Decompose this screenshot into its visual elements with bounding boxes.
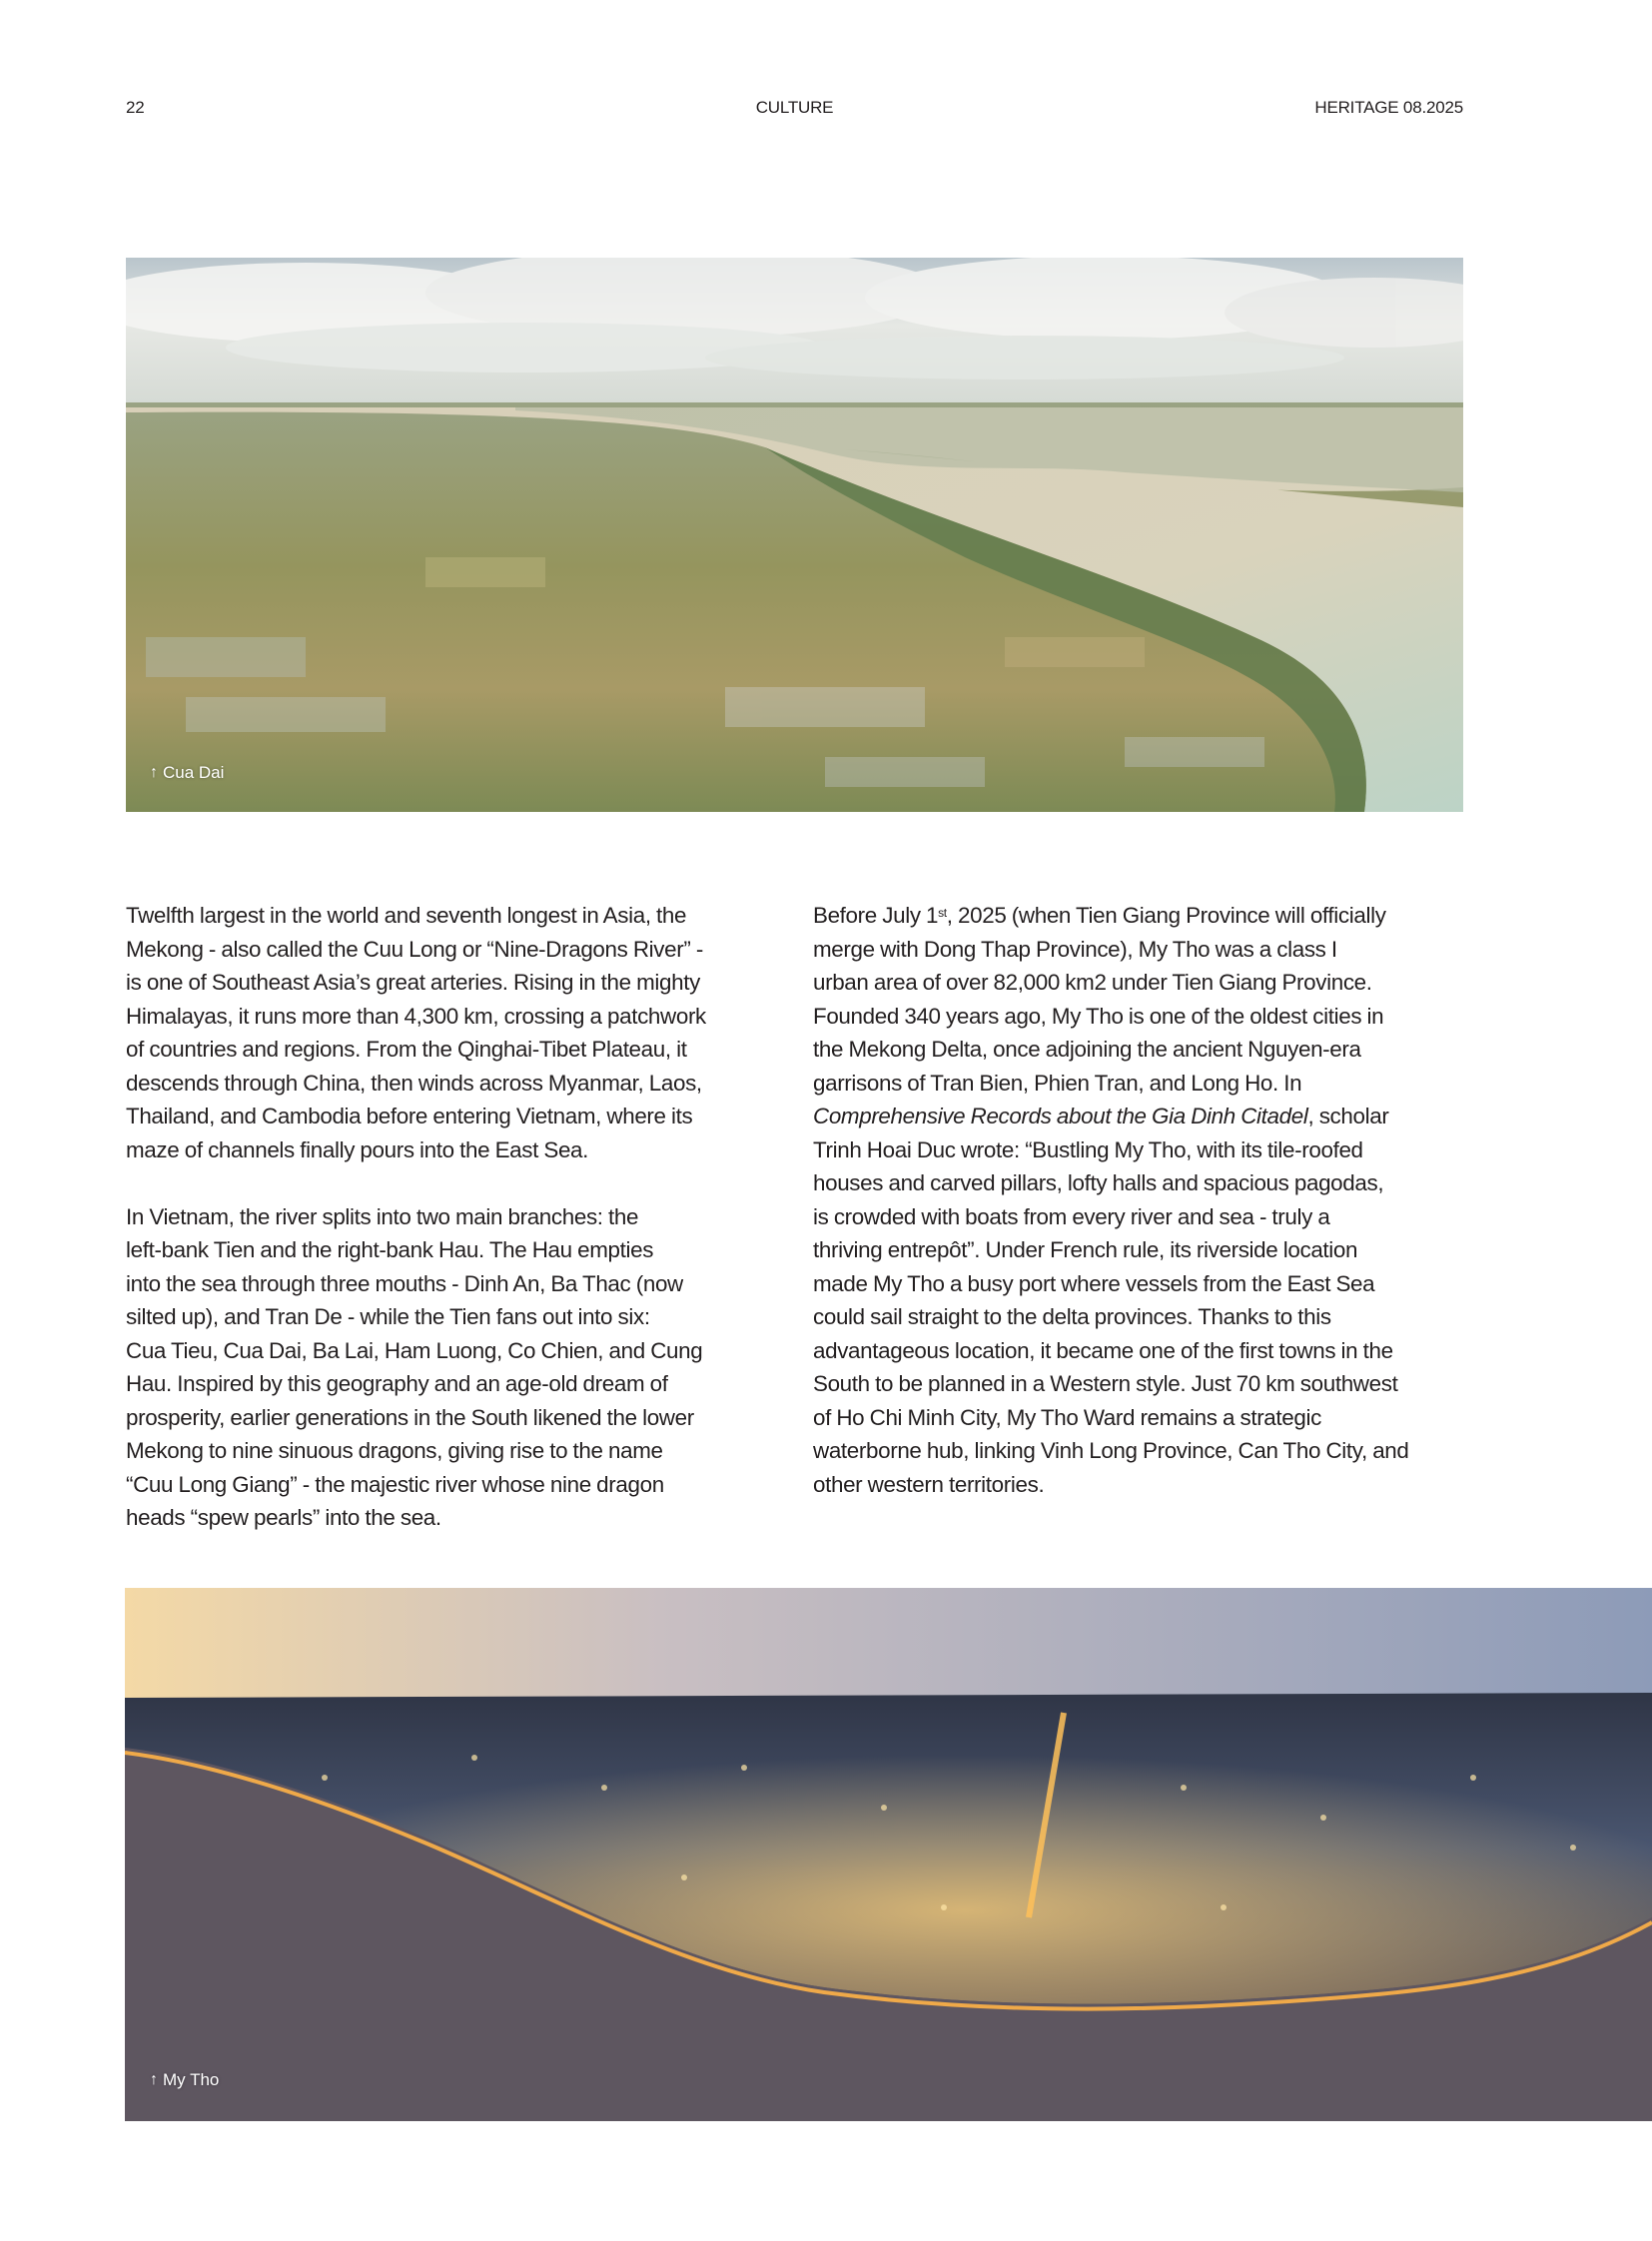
text-line: Hau. Inspired by this geography and an age-old dream of	[126, 1371, 668, 1396]
text-line: of Ho Chi Minh City, My Tho Ward remains a strategic	[813, 1404, 1321, 1430]
paragraph	[813, 899, 1472, 1501]
photo-my-tho	[125, 1588, 1652, 2121]
text-line: prosperity, earlier generations in the South likened the lower	[126, 1404, 694, 1430]
text-line: left-bank Tien and the right-bank Hau. The Hau empties	[126, 1237, 654, 1262]
caption-my-tho	[150, 2070, 219, 2090]
text-line: merge with Dong Thap Province), My Tho was a class I	[813, 936, 1337, 962]
clouds	[126, 258, 1463, 379]
book-title: Comprehensive Records about the Gia Dinh Citadel	[813, 1104, 1308, 1128]
caption-text: My Tho	[163, 2070, 220, 2089]
text-line: Mekong to nine sinuous dragons, giving rise to the name	[126, 1438, 663, 1463]
arrow-up-icon: ↑	[150, 764, 158, 781]
text-line: garrisons of Tran Bien, Phien Tran, and Long Ho. In	[813, 1070, 1302, 1096]
text-line: the Mekong Delta, once adjoining the ancient Nguyen-era	[813, 1037, 1361, 1062]
text-line: waterborne hub, linking Vinh Long Province, Can Tho City, and	[813, 1438, 1409, 1463]
text-line: descends through China, then winds across Myanmar, Laos,	[126, 1070, 702, 1096]
text-line: thriving entrepôt”. Under French rule, its riverside location	[813, 1237, 1358, 1262]
text-line: Founded 340 years ago, My Tho is one of the oldest cities in	[813, 1003, 1384, 1029]
text-line: into the sea through three mouths - Dinh An, Ba Thac (now	[126, 1270, 683, 1296]
text-fragment: , 2025 (when Tien Giang Province will officially	[946, 903, 1386, 928]
text-line: advantageous location, it became one of the first towns in the	[813, 1337, 1393, 1363]
issue-label: HERITAGE 08.2025	[1314, 98, 1463, 117]
text-line: houses and carved pillars, lofty halls and spacious pagodas,	[813, 1170, 1384, 1195]
text-line: maze of channels finally pours into the East Sea.	[126, 1136, 589, 1162]
text-line: of countries and regions. From the Qinghai-Tibet Plateau, it	[126, 1037, 687, 1062]
text-fragment: Before July 1	[813, 903, 939, 928]
text-line: Trinh Hoai Duc wrote: “Bustling My Tho, with its tile-roofed	[813, 1136, 1363, 1162]
text-line: silted up), and Tran De - while the Tien fans out into six:	[126, 1304, 650, 1329]
arrow-up-icon: ↑	[150, 2071, 158, 2088]
article-right-column	[813, 899, 1472, 1535]
text-line: is one of Southeast Asia’s great arteries. Rising in the mighty	[126, 970, 700, 995]
text-fragment: , scholar	[1307, 1104, 1389, 1128]
text-line: Himalayas, it runs more than 4,300 km, crossing a patchwork	[126, 1003, 706, 1029]
page-number: 22	[126, 98, 145, 117]
dusk-sky	[125, 1588, 1652, 1698]
text-line: In Vietnam, the river splits into two main branches: the	[126, 1203, 639, 1229]
text-line: made My Tho a busy port where vessels from the East Sea	[813, 1270, 1375, 1296]
photo-cua-dai-illustration	[126, 258, 1463, 812]
text-line: is crowded with boats from every river and sea - truly a	[813, 1203, 1330, 1229]
text-line	[813, 899, 1472, 933]
text-line: other western territories.	[813, 1471, 1045, 1497]
caption-cua-dai	[150, 763, 224, 783]
paragraph	[126, 1200, 765, 1535]
text-line: Twelfth largest in the world and seventh longest in Asia, the	[126, 903, 687, 928]
text-line: “Cuu Long Giang” - the majestic river whose nine dragon	[126, 1471, 664, 1497]
photo-my-tho-illustration	[125, 1588, 1652, 2121]
text-line: Cua Tieu, Cua Dai, Ba Lai, Ham Luong, Co Chien, and Cung	[126, 1337, 703, 1363]
text-line: heads “spew pearls” into the sea.	[126, 1505, 441, 1530]
text-line: South to be planned in a Western style. Just 70 km southwest	[813, 1371, 1398, 1396]
text-line: Mekong - also called the Cuu Long or “Nine-Dragons River” -	[126, 936, 703, 962]
page-header	[126, 96, 1463, 120]
ordinal-superscript: st	[938, 906, 947, 920]
article-left-column	[126, 899, 765, 1568]
text-line: could sail straight to the delta provinces. Thanks to this	[813, 1304, 1331, 1329]
photo-cua-dai	[126, 258, 1463, 812]
paragraph	[126, 899, 765, 1166]
caption-text: Cua Dai	[163, 763, 225, 782]
text-line: urban area of over 82,000 km2 under Tien Giang Province.	[813, 970, 1372, 995]
text-line	[813, 1100, 1472, 1133]
section-label: CULTURE	[755, 98, 834, 117]
text-line: Thailand, and Cambodia before entering Vietnam, where its	[126, 1104, 693, 1128]
